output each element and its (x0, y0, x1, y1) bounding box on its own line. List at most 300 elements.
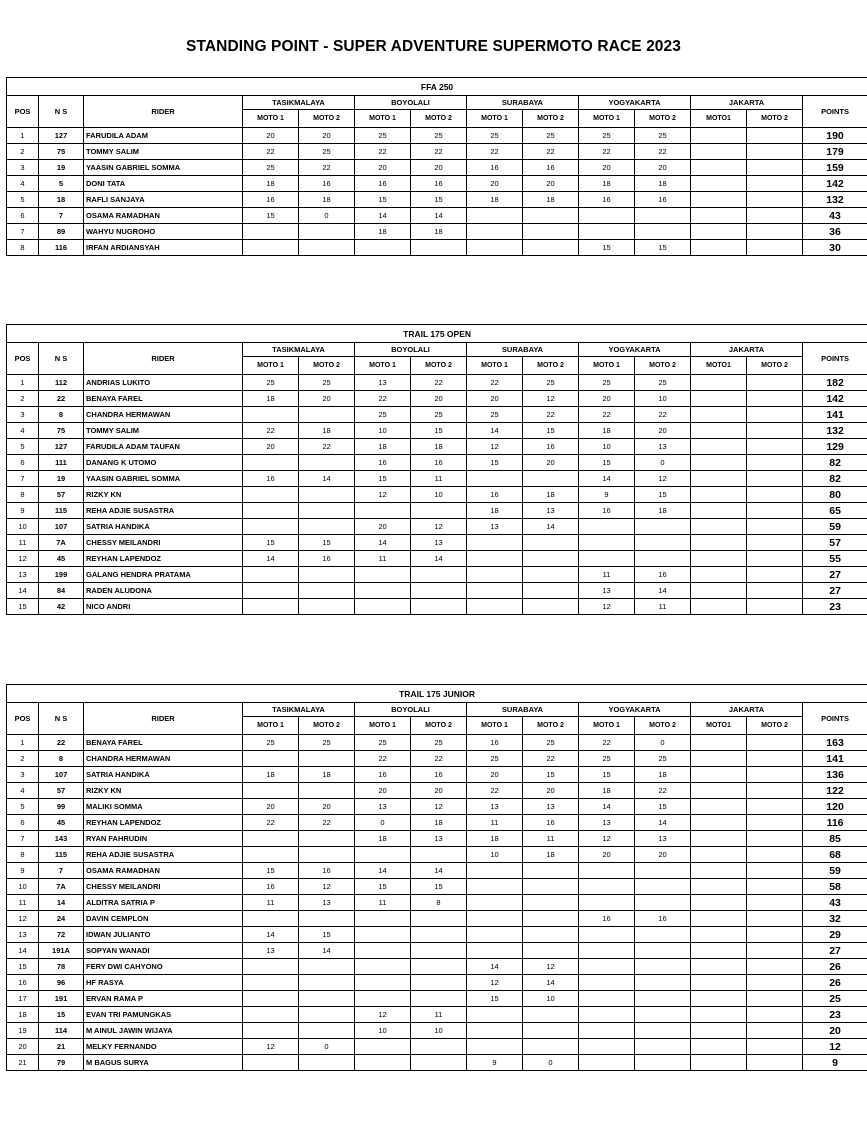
score-cell (747, 895, 803, 911)
score-cell: 25 (635, 375, 691, 391)
pos-cell: 14 (7, 583, 39, 599)
rider-name-cell: HF RASYA (84, 975, 243, 991)
score-cell: 12 (243, 1039, 299, 1055)
points-cell: 65 (803, 503, 867, 519)
score-cell: 15 (467, 991, 523, 1007)
score-cell: 25 (243, 160, 299, 176)
score-cell (411, 959, 467, 975)
score-cell (467, 535, 523, 551)
score-cell (747, 144, 803, 160)
score-cell: 13 (579, 815, 635, 831)
table-row (7, 176, 867, 192)
rider-name-cell: TOMMY SALIM (84, 144, 243, 160)
score-cell (747, 423, 803, 439)
score-cell: 25 (411, 407, 467, 423)
score-cell (691, 927, 747, 943)
score-cell: 18 (355, 831, 411, 847)
score-cell: 15 (355, 192, 411, 208)
moto-header: MOTO 2 (635, 717, 691, 735)
table-row (7, 735, 867, 751)
table-row (7, 815, 867, 831)
score-cell (523, 927, 579, 943)
points-cell: 142 (803, 176, 867, 192)
table-row (7, 423, 867, 439)
score-cell: 14 (411, 863, 467, 879)
score-cell (243, 831, 299, 847)
pos-cell: 2 (7, 144, 39, 160)
pos-cell: 3 (7, 407, 39, 423)
rider-name-cell: ANDRIAS LUKITO (84, 375, 243, 391)
score-cell: 14 (355, 863, 411, 879)
table-row (7, 895, 867, 911)
pos-cell: 12 (7, 911, 39, 927)
score-cell (691, 1007, 747, 1023)
score-cell (523, 567, 579, 583)
page-title: STANDING POINT - SUPER ADVENTURE SUPERMOTO RACE 2023 (186, 38, 681, 55)
score-cell (691, 128, 747, 144)
score-cell (747, 815, 803, 831)
score-cell (691, 455, 747, 471)
score-cell: 18 (299, 767, 355, 783)
points-cell: 57 (803, 535, 867, 551)
rider-name-cell: M BAGUS SURYA (84, 1055, 243, 1071)
moto-header: MOTO 1 (579, 717, 635, 735)
score-cell (299, 831, 355, 847)
score-cell (747, 471, 803, 487)
city-header-jakarta: JAKARTA (691, 343, 803, 357)
pos-cell: 14 (7, 943, 39, 959)
score-cell: 18 (635, 503, 691, 519)
table-row (7, 487, 867, 503)
score-cell (691, 208, 747, 224)
score-cell: 12 (299, 879, 355, 895)
rider-name-cell: OSAMA RAMADHAN (84, 208, 243, 224)
points-header: POINTS (803, 703, 867, 735)
score-cell: 12 (523, 391, 579, 407)
score-cell: 12 (467, 975, 523, 991)
table-row (7, 455, 867, 471)
score-cell (747, 847, 803, 863)
pos-cell: 9 (7, 863, 39, 879)
score-cell (523, 583, 579, 599)
score-cell (635, 1007, 691, 1023)
table-row (7, 751, 867, 767)
points-cell: 68 (803, 847, 867, 863)
score-cell: 8 (411, 895, 467, 911)
score-cell: 15 (635, 487, 691, 503)
pos-cell: 8 (7, 240, 39, 256)
score-cell: 25 (299, 735, 355, 751)
score-cell: 13 (467, 519, 523, 535)
score-cell (243, 487, 299, 503)
ns-cell: 191A (39, 943, 84, 959)
score-cell (747, 407, 803, 423)
pos-cell: 7 (7, 831, 39, 847)
points-cell: 182 (803, 375, 867, 391)
points-cell: 27 (803, 583, 867, 599)
score-cell: 20 (299, 799, 355, 815)
points-cell: 36 (803, 224, 867, 240)
score-cell: 18 (355, 224, 411, 240)
score-cell: 14 (523, 519, 579, 535)
ns-cell: 7 (39, 863, 84, 879)
score-cell: 18 (523, 847, 579, 863)
moto-header: MOTO 1 (579, 357, 635, 375)
moto-header: MOTO 1 (355, 110, 411, 128)
score-cell (467, 599, 523, 615)
score-cell: 11 (411, 1007, 467, 1023)
score-cell: 15 (299, 535, 355, 551)
score-cell (411, 1039, 467, 1055)
score-cell (747, 1023, 803, 1039)
ns-cell: 8 (39, 407, 84, 423)
score-cell (523, 895, 579, 911)
score-cell: 16 (243, 879, 299, 895)
table-row (7, 1007, 867, 1023)
score-cell (635, 551, 691, 567)
pos-cell: 13 (7, 567, 39, 583)
score-cell (691, 831, 747, 847)
score-cell (355, 583, 411, 599)
score-cell: 16 (467, 160, 523, 176)
score-cell: 25 (355, 407, 411, 423)
score-cell (411, 503, 467, 519)
ns-cell: 78 (39, 959, 84, 975)
score-cell (691, 783, 747, 799)
moto-header: MOTO 1 (243, 717, 299, 735)
score-cell: 25 (299, 144, 355, 160)
points-cell: 129 (803, 439, 867, 455)
score-cell (747, 439, 803, 455)
score-cell (579, 927, 635, 943)
score-cell (299, 487, 355, 503)
score-cell: 10 (411, 1023, 467, 1039)
score-cell (243, 407, 299, 423)
score-cell: 15 (579, 455, 635, 471)
table-row (7, 519, 867, 535)
moto-header: MOTO 1 (243, 357, 299, 375)
score-cell (579, 975, 635, 991)
moto-header: MOTO 2 (411, 110, 467, 128)
score-cell (355, 1055, 411, 1071)
pos-cell: 4 (7, 423, 39, 439)
ns-cell: 7A (39, 879, 84, 895)
rider-name-cell: IDWAN JULIANTO (84, 927, 243, 943)
score-cell (355, 1039, 411, 1055)
score-cell: 11 (243, 895, 299, 911)
score-cell: 18 (355, 439, 411, 455)
score-cell (243, 911, 299, 927)
rider-name-cell: RAFLI SANJAYA (84, 192, 243, 208)
category-title: TRAIL 175 OPEN (7, 325, 867, 343)
score-cell (635, 975, 691, 991)
score-cell: 18 (411, 815, 467, 831)
pos-header: POS (7, 703, 39, 735)
ns-cell: 45 (39, 815, 84, 831)
score-cell: 16 (355, 767, 411, 783)
score-cell (691, 1055, 747, 1071)
score-cell: 13 (411, 831, 467, 847)
ns-cell: 115 (39, 503, 84, 519)
score-cell: 15 (411, 423, 467, 439)
score-cell: 11 (579, 567, 635, 583)
rider-name-cell: DAVIN CEMPLON (84, 911, 243, 927)
score-cell: 18 (579, 783, 635, 799)
score-cell: 16 (299, 863, 355, 879)
moto-header: MOTO 2 (523, 357, 579, 375)
city-header-surabaya: SURABAYA (467, 703, 579, 717)
score-cell (747, 911, 803, 927)
header-row-cities (7, 96, 867, 110)
score-cell: 22 (411, 375, 467, 391)
pos-cell: 4 (7, 783, 39, 799)
score-cell: 0 (635, 455, 691, 471)
score-cell (467, 471, 523, 487)
pos-cell: 16 (7, 975, 39, 991)
score-cell (411, 599, 467, 615)
score-cell: 16 (411, 176, 467, 192)
score-cell: 18 (579, 176, 635, 192)
score-cell (299, 783, 355, 799)
score-cell (747, 767, 803, 783)
score-cell (579, 535, 635, 551)
score-cell: 25 (523, 128, 579, 144)
score-cell (523, 535, 579, 551)
rider-header: RIDER (84, 703, 243, 735)
table-row (7, 863, 867, 879)
ns-cell: 89 (39, 224, 84, 240)
score-cell: 15 (523, 423, 579, 439)
score-cell: 20 (579, 391, 635, 407)
moto-header: MOTO 2 (635, 110, 691, 128)
score-cell (579, 879, 635, 895)
score-cell: 22 (579, 144, 635, 160)
ns-cell: 15 (39, 1007, 84, 1023)
score-cell (747, 1007, 803, 1023)
ns-cell: 75 (39, 144, 84, 160)
score-cell: 22 (579, 407, 635, 423)
score-cell: 20 (467, 391, 523, 407)
score-cell: 10 (355, 1023, 411, 1039)
city-header-surabaya: SURABAYA (467, 343, 579, 357)
points-cell: 9 (803, 1055, 867, 1071)
score-cell: 20 (299, 391, 355, 407)
score-cell (747, 927, 803, 943)
score-cell (747, 583, 803, 599)
pos-cell: 10 (7, 519, 39, 535)
rider-name-cell: CHESSY MEILANDRI (84, 879, 243, 895)
moto-header: MOTO 1 (467, 110, 523, 128)
score-cell (243, 991, 299, 1007)
moto-header: MOTO 2 (523, 717, 579, 735)
score-cell: 22 (467, 144, 523, 160)
score-cell (299, 975, 355, 991)
score-cell (299, 240, 355, 256)
score-cell (747, 551, 803, 567)
moto-header: MOTO1 (691, 717, 747, 735)
score-cell (355, 847, 411, 863)
score-cell: 22 (299, 815, 355, 831)
score-cell (579, 1055, 635, 1071)
rider-name-cell: RIZKY KN (84, 783, 243, 799)
table-row (7, 535, 867, 551)
points-cell: 116 (803, 815, 867, 831)
score-cell (243, 959, 299, 975)
score-cell: 14 (635, 815, 691, 831)
score-cell (691, 751, 747, 767)
score-cell: 18 (635, 767, 691, 783)
score-cell: 16 (635, 192, 691, 208)
pos-cell: 6 (7, 815, 39, 831)
ns-cell: 107 (39, 519, 84, 535)
score-cell: 22 (355, 391, 411, 407)
score-cell (747, 959, 803, 975)
moto-header: MOTO 2 (299, 110, 355, 128)
score-cell: 13 (355, 799, 411, 815)
pos-cell: 15 (7, 959, 39, 975)
score-cell (467, 1039, 523, 1055)
pos-cell: 1 (7, 128, 39, 144)
score-cell (691, 567, 747, 583)
ns-cell: 116 (39, 240, 84, 256)
ns-cell: 99 (39, 799, 84, 815)
pos-cell: 5 (7, 439, 39, 455)
points-cell: 23 (803, 1007, 867, 1023)
points-cell: 132 (803, 423, 867, 439)
rider-name-cell: MALIKI SOMMA (84, 799, 243, 815)
score-cell: 18 (523, 192, 579, 208)
rider-name-cell: TOMMY SALIM (84, 423, 243, 439)
score-cell (523, 208, 579, 224)
score-cell: 20 (467, 176, 523, 192)
rider-name-cell: GALANG HENDRA PRATAMA (84, 567, 243, 583)
score-cell (299, 1023, 355, 1039)
score-cell (467, 1007, 523, 1023)
score-cell (523, 1023, 579, 1039)
score-cell (747, 487, 803, 503)
score-cell: 22 (635, 407, 691, 423)
ns-cell: 112 (39, 375, 84, 391)
moto-header: MOTO 1 (579, 110, 635, 128)
score-cell (579, 519, 635, 535)
score-cell: 13 (523, 799, 579, 815)
moto-header: MOTO 1 (355, 717, 411, 735)
ns-cell: 42 (39, 599, 84, 615)
city-header-boyolali: BOYOLALI (355, 343, 467, 357)
table-row (7, 471, 867, 487)
score-cell (523, 863, 579, 879)
city-header-yogyakarta: YOGYAKARTA (579, 343, 691, 357)
score-cell (243, 567, 299, 583)
score-cell: 12 (523, 959, 579, 975)
score-cell (747, 224, 803, 240)
score-cell (523, 240, 579, 256)
score-cell: 18 (523, 487, 579, 503)
score-cell: 22 (299, 160, 355, 176)
points-cell: 25 (803, 991, 867, 1007)
score-cell (299, 407, 355, 423)
score-cell: 16 (579, 192, 635, 208)
table-row (7, 208, 867, 224)
score-cell: 20 (579, 160, 635, 176)
score-cell: 25 (411, 128, 467, 144)
ns-cell: 191 (39, 991, 84, 1007)
score-cell (467, 927, 523, 943)
score-cell: 13 (579, 583, 635, 599)
score-cell: 20 (299, 128, 355, 144)
table-row (7, 1055, 867, 1071)
score-cell: 15 (243, 535, 299, 551)
score-cell (747, 991, 803, 1007)
points-cell: 26 (803, 959, 867, 975)
points-header: POINTS (803, 343, 867, 375)
rider-name-cell: REYHAN LAPENDOZ (84, 551, 243, 567)
rider-name-cell: CHANDRA HERMAWAN (84, 751, 243, 767)
score-cell (691, 519, 747, 535)
score-cell: 11 (635, 599, 691, 615)
score-cell (691, 192, 747, 208)
score-cell (691, 911, 747, 927)
points-cell: 59 (803, 519, 867, 535)
score-cell: 0 (635, 735, 691, 751)
score-cell: 15 (243, 208, 299, 224)
score-cell (691, 863, 747, 879)
score-cell (299, 751, 355, 767)
points-cell: 85 (803, 831, 867, 847)
rider-name-cell: FERY DWI CAHYONO (84, 959, 243, 975)
pos-cell: 7 (7, 224, 39, 240)
score-cell: 14 (579, 471, 635, 487)
score-cell (747, 863, 803, 879)
city-header-jakarta: JAKARTA (691, 96, 803, 110)
pos-cell: 18 (7, 1007, 39, 1023)
score-cell: 15 (411, 879, 467, 895)
score-cell (635, 879, 691, 895)
score-cell: 0 (299, 1039, 355, 1055)
score-cell (691, 1039, 747, 1055)
rider-name-cell: SOPYAN WANADI (84, 943, 243, 959)
ns-cell: 14 (39, 895, 84, 911)
score-cell: 20 (411, 783, 467, 799)
table-row (7, 1039, 867, 1055)
ns-cell: 22 (39, 735, 84, 751)
score-cell (243, 783, 299, 799)
score-cell: 12 (635, 471, 691, 487)
points-cell: 12 (803, 1039, 867, 1055)
score-cell: 14 (299, 471, 355, 487)
score-cell: 22 (523, 144, 579, 160)
rider-name-cell: WAHYU NUGROHO (84, 224, 243, 240)
score-cell: 22 (299, 439, 355, 455)
rider-name-cell: OSAMA RAMADHAN (84, 863, 243, 879)
pos-cell: 21 (7, 1055, 39, 1071)
rider-name-cell: SATRIA HANDIKA (84, 767, 243, 783)
score-cell (635, 991, 691, 1007)
score-cell: 15 (355, 879, 411, 895)
score-cell: 15 (411, 192, 467, 208)
pos-cell: 13 (7, 927, 39, 943)
score-cell: 12 (355, 487, 411, 503)
score-cell (691, 943, 747, 959)
score-cell: 15 (355, 471, 411, 487)
moto-header: MOTO 2 (635, 357, 691, 375)
score-cell (579, 1023, 635, 1039)
score-cell (691, 439, 747, 455)
score-cell: 18 (299, 192, 355, 208)
score-cell (523, 1007, 579, 1023)
table-row (7, 391, 867, 407)
points-header: POINTS (803, 96, 867, 128)
